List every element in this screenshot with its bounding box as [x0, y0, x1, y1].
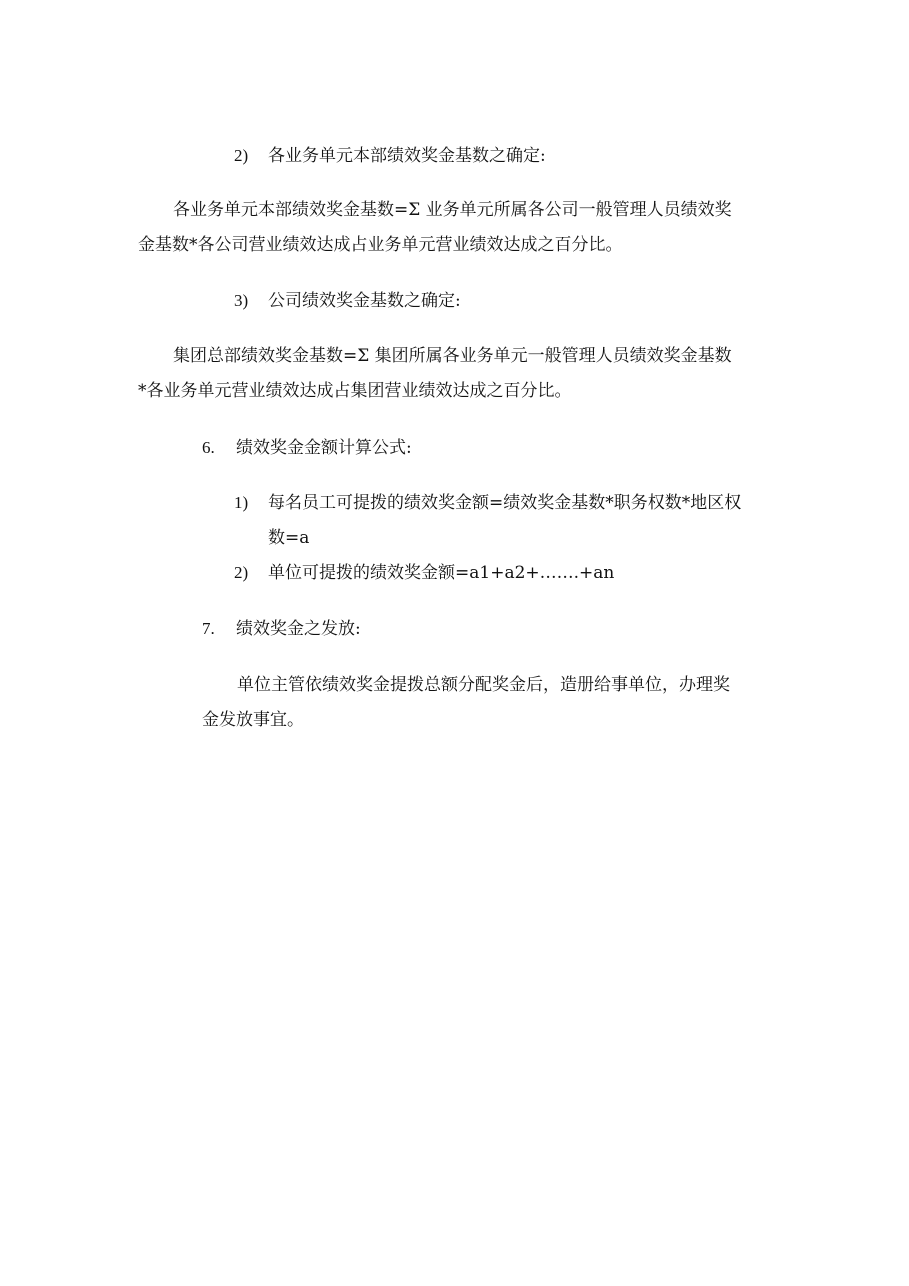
item-7-body-line-2: 金发放事宜。 [202, 710, 304, 730]
item-6-sub-1-number: 1) [234, 493, 249, 512]
item-6-sub-1-line-1: 每名员工可提拨的绩效奖金额=绩效奖金基数*职务权数*地区权 [268, 493, 742, 513]
item-6-heading: 绩效奖金金额计算公式: [236, 438, 412, 458]
section-3-number: 3) [234, 291, 249, 310]
item-7-number: 7. [202, 619, 215, 638]
item-7-heading: 绩效奖金之发放: [236, 619, 361, 639]
section-3-heading: 公司绩效奖金基数之确定: [268, 291, 461, 311]
item-6-sub-1-line-2: 数=a [268, 528, 310, 548]
item-6-sub-2-line-1: 单位可提拨的绩效奖金额=a1+a2+…….+an [268, 563, 615, 583]
section-2-body-line-1: 各业务单元本部绩效奖金基数=Σ 业务单元所属各公司一般管理人员绩效奖 [173, 200, 732, 220]
section-2-heading: 各业务单元本部绩效奖金基数之确定: [268, 146, 546, 166]
item-6-sub-2-number: 2) [234, 563, 249, 582]
section-3-body-line-2: *各业务单元营业绩效达成占集团营业绩效达成之百分比。 [138, 381, 572, 401]
item-7-body-line-1: 单位主管依绩效奖金提拨总额分配奖金后，造册给事单位，办理奖 [237, 675, 730, 695]
section-3-body-line-1: 集团总部绩效奖金基数=Σ 集团所属各业务单元一般管理人员绩效奖金基数 [173, 346, 732, 366]
section-2-body-line-2: 金基数*各公司营业绩效达成占业务单元营业绩效达成之百分比。 [138, 235, 623, 255]
section-2-number: 2) [234, 146, 249, 165]
item-6-number: 6. [202, 438, 215, 457]
